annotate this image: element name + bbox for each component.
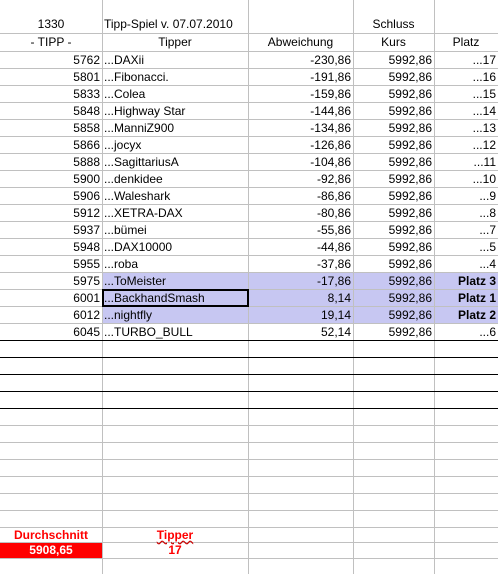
header-abweichung[interactable]: Abweichung [267,35,334,49]
kurs-cell[interactable]: 5992,86 [388,172,432,186]
tipp-cell[interactable]: 5833 [73,87,100,101]
tipper-cell[interactable]: ...Highway Star [104,104,186,118]
tipp-cell[interactable]: 5900 [73,172,100,186]
kurs-cell[interactable]: 5992,86 [388,104,432,118]
platz-cell[interactable]: ...15 [472,87,496,101]
platz-cell[interactable]: ...4 [479,257,496,271]
abweichung-cell[interactable]: 19,14 [320,308,351,322]
abweichung-cell[interactable]: -230,86 [310,53,351,67]
tipp-cell[interactable]: 5955 [73,257,100,271]
platz-cell[interactable]: ...12 [472,138,496,152]
header-title[interactable]: Tipp-Spiel v. 07.07.2010 [104,17,233,31]
abweichung-cell[interactable]: -159,86 [310,87,351,101]
grid-row-line [0,425,498,426]
kurs-cell[interactable]: 5992,86 [388,206,432,220]
abweichung-cell[interactable]: -134,86 [310,121,351,135]
table-row [0,273,498,290]
tipp-cell[interactable]: 5762 [73,53,100,67]
tipper-cell[interactable]: ...jocyx [104,138,142,152]
header-tipp[interactable]: - TIPP - [30,35,72,49]
table-row [0,171,498,188]
tipp-cell[interactable]: 5906 [73,189,100,203]
abweichung-cell[interactable]: -126,86 [310,138,351,152]
tipp-cell[interactable]: 6012 [73,308,100,322]
table-row [0,307,498,324]
kurs-cell[interactable]: 5992,86 [388,274,432,288]
table-row [0,154,498,171]
tipp-cell[interactable]: 6001 [73,291,100,305]
platz-cell[interactable]: ...7 [479,223,496,237]
grid-row-line [0,459,498,460]
table-row [0,86,498,103]
tipper-cell[interactable]: ...bümei [104,223,147,237]
durchschnitt-value[interactable]: 5908,65 [29,543,73,557]
table-row [0,205,498,222]
kurs-cell[interactable]: 5992,86 [388,291,432,305]
tipper-cell[interactable]: ...nightfly [104,308,153,322]
table-row [0,290,498,307]
tipp-cell[interactable]: 5937 [73,223,100,237]
kurs-cell[interactable]: 5992,86 [388,223,432,237]
platz-cell[interactable]: ...10 [472,172,496,186]
platz-cell[interactable]: ...17 [472,53,496,67]
table-row [0,239,498,256]
kurs-cell[interactable]: 5992,86 [388,53,432,67]
tipper-cell[interactable]: ...Waleshark [104,189,171,203]
abweichung-cell[interactable]: -17,86 [316,274,351,288]
platz-cell[interactable]: ...13 [472,121,496,135]
table-row [0,137,498,154]
abweichung-cell[interactable]: -191,86 [310,70,351,84]
platz-cell[interactable]: Platz 1 [457,291,496,305]
tipper-count-label-text: Tipper [156,528,194,542]
table-row [0,188,498,205]
header-row-2 [0,34,498,51]
durchschnitt-label[interactable]: Durchschnitt [13,528,88,542]
tipp-cell[interactable]: 5858 [73,121,100,135]
tipp-cell[interactable]: 5912 [73,206,100,220]
grid-row-line [0,476,498,477]
kurs-cell[interactable]: 5992,86 [388,155,432,169]
tipper-cell[interactable]: ...DAX10000 [104,240,173,254]
tipper-cell[interactable]: ...Colea [104,87,146,101]
kurs-cell[interactable]: 5992,86 [388,70,432,84]
grid-row-line [0,408,498,409]
platz-cell[interactable]: ...8 [479,206,496,220]
platz-cell[interactable]: Platz 3 [457,274,496,288]
grid-row-line [0,510,498,511]
header-row-1 [0,16,498,33]
tipper-cell[interactable]: ...XETRA-DAX [104,206,183,220]
tipp-cell[interactable]: 5948 [73,240,100,254]
kurs-cell[interactable]: 5992,86 [388,325,432,339]
platz-cell[interactable]: ...14 [472,104,496,118]
table-row [0,256,498,273]
tipp-cell[interactable]: 6045 [73,325,100,339]
selected-cell-outline [102,289,249,307]
tipper-cell[interactable]: ...BackhandSmash [104,291,205,305]
table-row [0,69,498,86]
abweichung-cell[interactable]: -37,86 [316,257,351,271]
tipp-cell[interactable]: 5801 [73,70,100,84]
abweichung-cell[interactable]: 52,14 [320,325,351,339]
grid-row-line [0,357,498,358]
header-kurs[interactable]: Kurs [381,35,406,49]
table-row [0,324,498,341]
table-row [0,120,498,137]
tipp-cell[interactable]: 5848 [73,104,100,118]
header-schluss[interactable]: Schluss [372,17,415,31]
header-id[interactable]: 1330 [37,17,65,31]
kurs-cell[interactable]: 5992,86 [388,189,432,203]
platz-cell[interactable]: ...5 [479,240,496,254]
kurs-cell[interactable]: 5992,86 [388,240,432,254]
tipper-cell[interactable]: ...TURBO_BULL [104,325,193,339]
abweichung-cell[interactable]: -92,86 [316,172,351,186]
grid-row-line [0,340,498,341]
tipper-cell[interactable]: ...roba [104,257,139,271]
header-tipper[interactable]: Tipper [158,35,192,49]
grid-row-line [0,442,498,443]
abweichung-cell[interactable]: -80,86 [316,206,351,220]
table-row [0,103,498,120]
platz-cell[interactable]: ...9 [479,189,496,203]
tipper-count-value[interactable]: 17 [168,543,182,557]
tipper-cell[interactable]: ...Fibonacci. [104,70,169,84]
tipper-cell[interactable]: ...DAXii [104,53,145,67]
kurs-cell[interactable]: 5992,86 [388,138,432,152]
kurs-cell[interactable]: 5992,86 [388,121,432,135]
grid-row-line [0,391,498,392]
kurs-cell[interactable]: 5992,86 [388,87,432,101]
table-row [0,222,498,239]
abweichung-cell[interactable]: -86,86 [316,189,351,203]
kurs-cell[interactable]: 5992,86 [388,308,432,322]
platz-cell[interactable]: Platz 2 [457,308,496,322]
tipp-cell[interactable]: 5975 [73,274,100,288]
grid-row-line [0,493,498,494]
tipper-cell[interactable]: ...SagittariusA [104,155,179,169]
tipper-cell[interactable]: ...denkidee [104,172,163,186]
platz-cell[interactable]: ...11 [473,155,496,169]
summary-value-row [0,542,498,559]
header-platz[interactable]: Platz [452,35,480,49]
kurs-cell[interactable]: 5992,86 [388,257,432,271]
platz-cell[interactable]: ...6 [479,325,496,339]
table-row [0,52,498,69]
grid-row-line [0,374,498,375]
tipp-cell[interactable]: 5866 [73,138,100,152]
abweichung-cell[interactable]: -55,86 [316,223,351,237]
tipper-cell[interactable]: ...ToMeister [104,274,167,288]
tipper-cell[interactable]: ...ManniZ900 [104,121,175,135]
abweichung-cell[interactable]: 8,14 [327,291,351,305]
abweichung-cell[interactable]: -44,86 [316,240,351,254]
platz-cell[interactable]: ...16 [472,70,496,84]
abweichung-cell[interactable]: -144,86 [310,104,351,118]
abweichung-cell[interactable]: -104,86 [310,155,351,169]
tipp-cell[interactable]: 5888 [73,155,100,169]
